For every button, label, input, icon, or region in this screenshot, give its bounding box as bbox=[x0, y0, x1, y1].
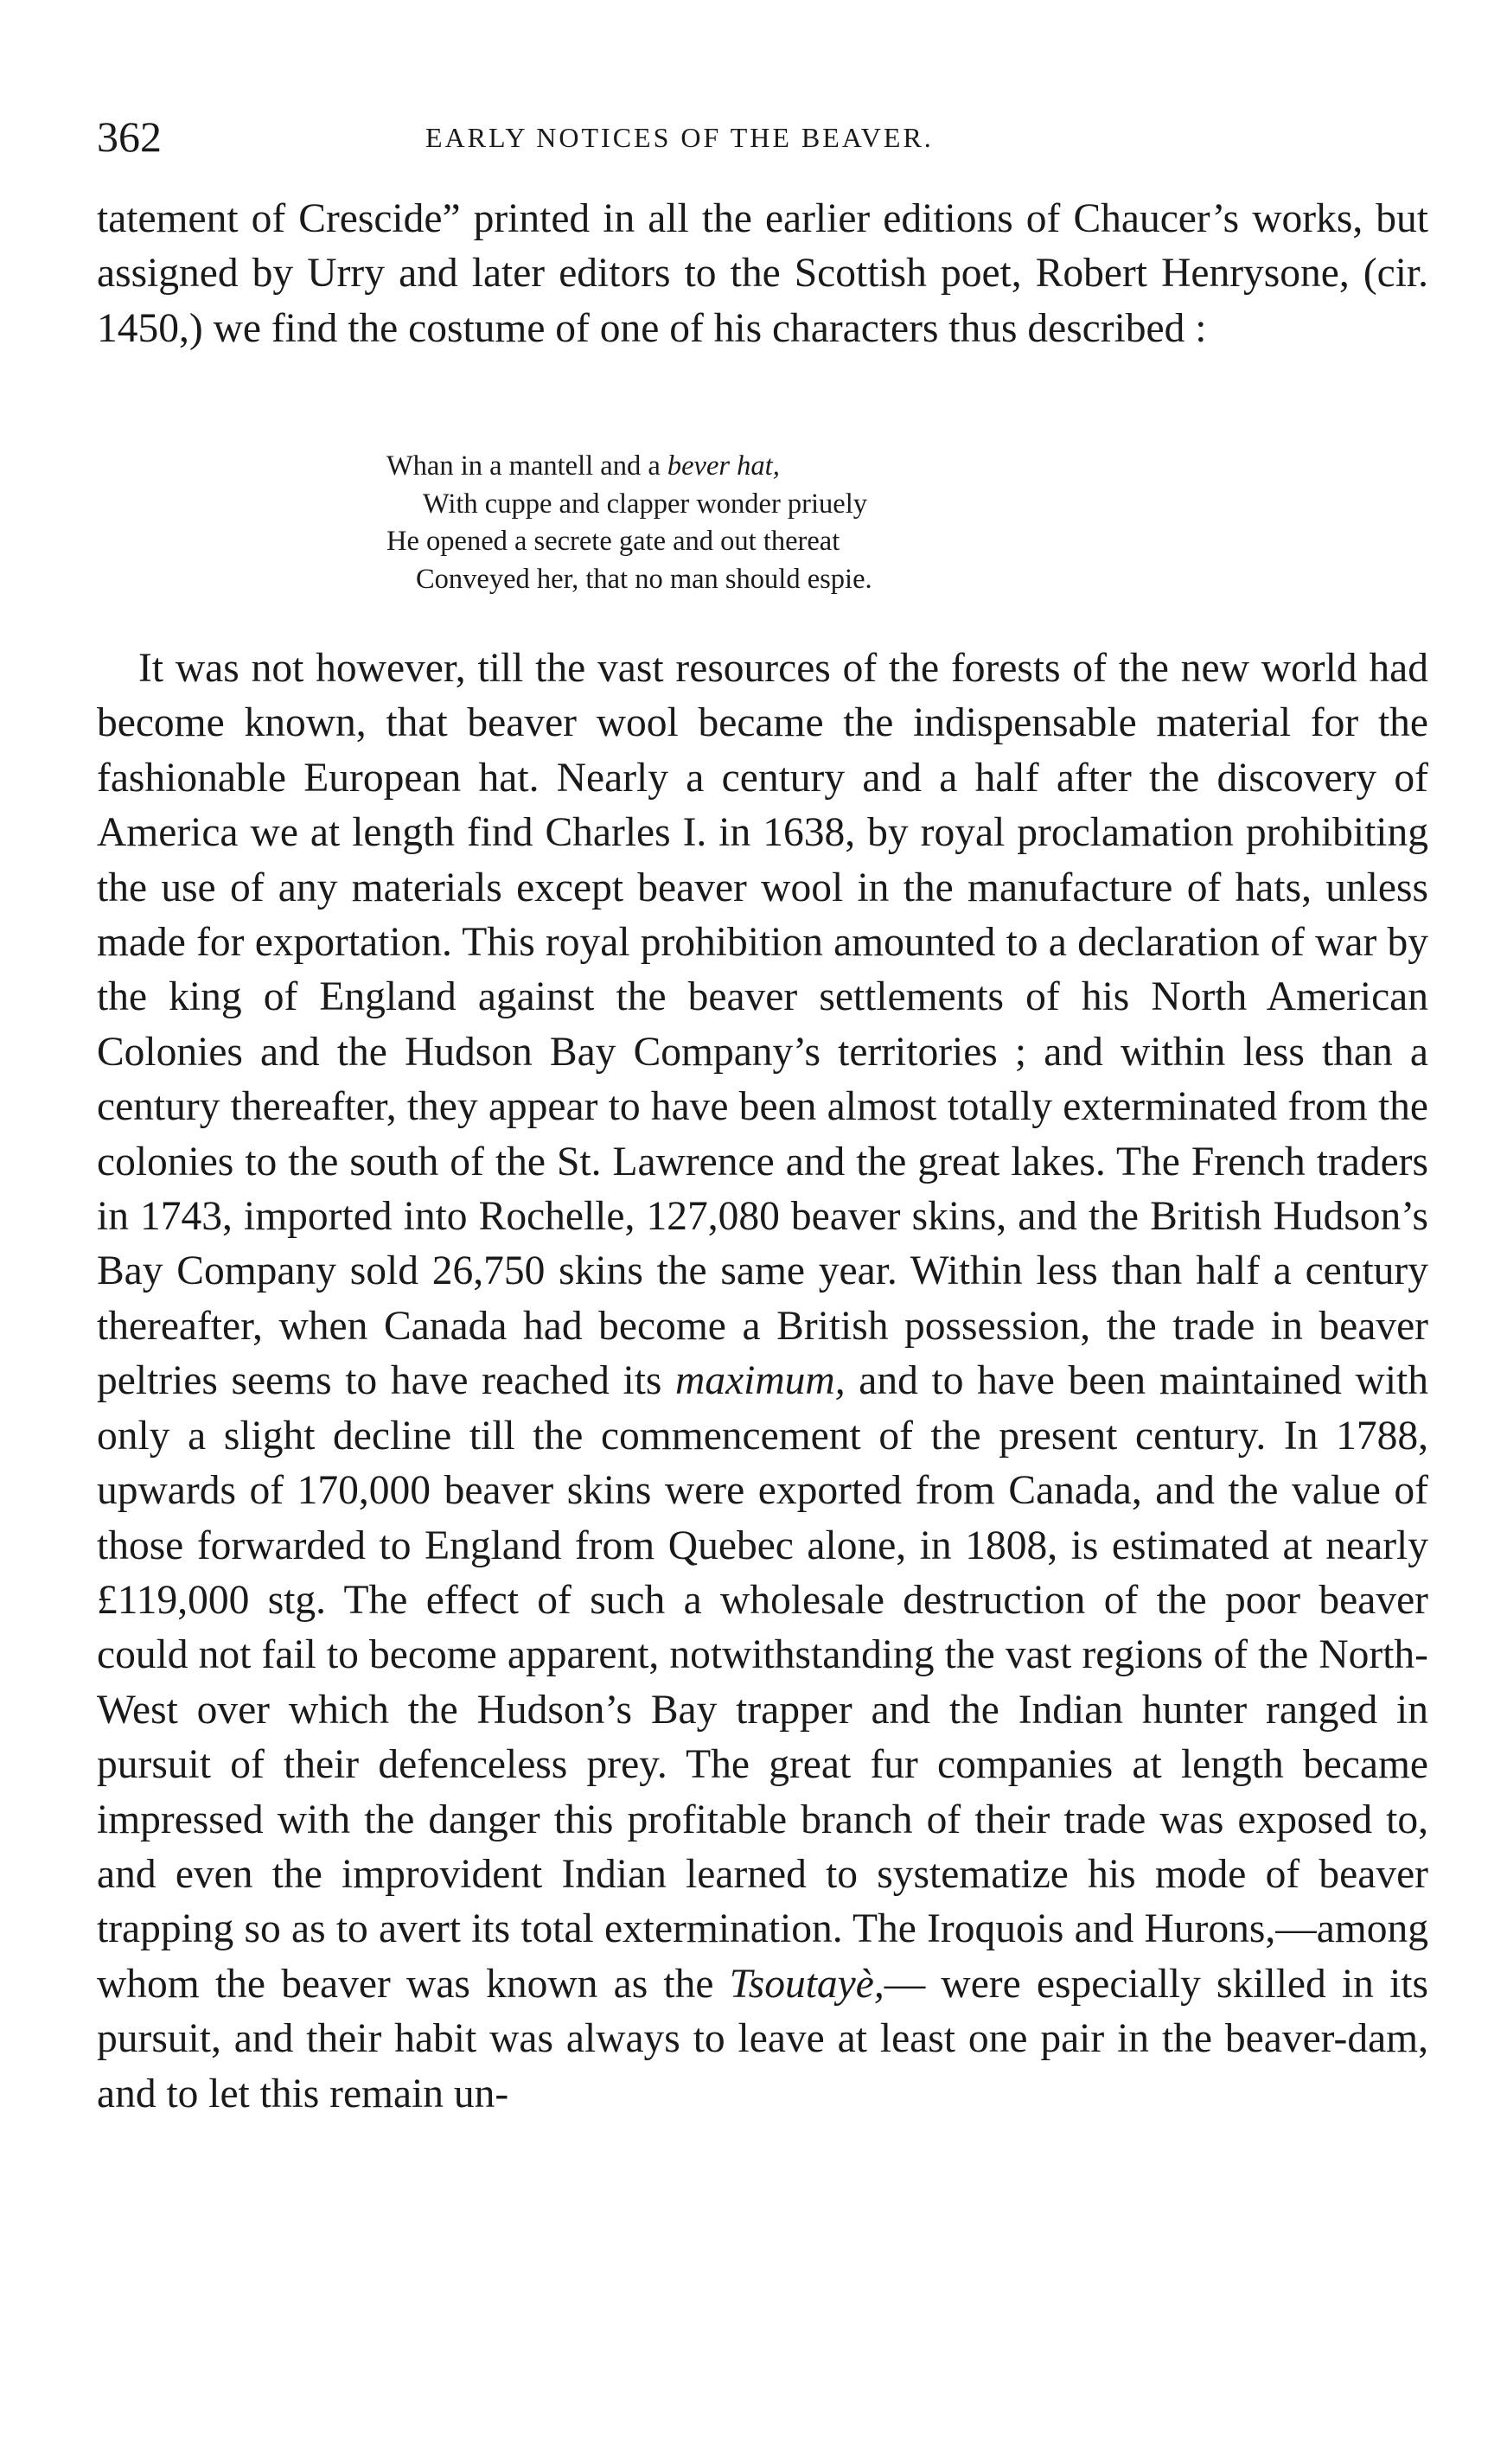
main-paragraph bbox=[97, 642, 1428, 2122]
main-paragraph-text-3: — were especially skilled in its pursuit, and their habit was always to leave at least one pair in the beaver-dam, and to let this remain un- bbox=[97, 1961, 1428, 2116]
verse-line-2: With cuppe and clapper wonder priuely bbox=[423, 488, 867, 520]
opening-paragraph: tatement of Crescide” printed in all the earlier editions of Chaucer’s works, but assigned by Urry and later editors to the Scottish poet, Robert Henrysone, (cir. 1450,) we find the costume of one of his characters thus described : bbox=[97, 196, 1428, 351]
main-paragraph-italic-tsoutaye: Tsoutayè, bbox=[729, 1961, 884, 2007]
verse-line-1-text: Whan in a mantell and a bbox=[386, 450, 667, 482]
verse-quotation bbox=[386, 448, 872, 598]
running-title: EARLY NOTICES OF THE BEAVER. bbox=[425, 122, 934, 153]
verse-line-4: Conveyed her, that no man should espie. bbox=[416, 563, 872, 595]
main-paragraph-text-2: and to have been maintained with only a slight decline till the commencement of the present century. In 1788, upwards of 170,000 beaver skins were exported from Canada, and the value of those forwarded to England from Quebec alone, in 1808, is estimated at nearly £119,000 stg. The effect of such a wholesale destruction of the poor beaver could not fail to become apparent, notwithstanding the vast regions of the North-West over which the Hudson’s Bay trapper and the Indian hunter ranged in pursuit of their defenceless prey. The great fur companies at length became impressed with the danger this profitable branch of their trade was exposed to, and even the improvident Indian learned to systematize his mode of beaver trapping so as to avert its total extermination. The Iroquois and Hurons,—among whom the beaver was known as the bbox=[97, 1358, 1428, 2007]
running-head bbox=[97, 111, 1420, 163]
main-paragraph-text-1: It was not however, till the vast resources of the forests of the new world had become known, that beaver wool became the indispensable material for the fashionable European hat. Nearly a century and a half after the discovery of America we at length find Charles I. in 1638, by royal proclamation prohibiting the use of any materials except beaver wool in the manufacture of hats, unless made for exportation. This royal prohibition amounted to a declaration of war by the king of England against the beaver settlements of his North American Colonies and the Hudson Bay Company’s territories ; and within less than a century thereafter, they appear to have been almost totally exterminated from the colonies to the south of the St. Lawrence and the great lakes. The French traders in 1743, imported into Rochelle, 127,080 beaver skins, and the British Hudson’s Bay Company sold 26,750 skins the same year. Within less than half a century thereafter, when Canada had become a British possession, the trade in beaver peltries seems to have reached its bbox=[97, 646, 1428, 1404]
verse-line-1 bbox=[386, 448, 872, 486]
page-number: 362 bbox=[97, 112, 162, 161]
main-paragraph-italic-maximum: maximum, bbox=[675, 1358, 846, 1404]
verse-line-3: He opened a secrete gate and out thereat bbox=[386, 526, 840, 557]
verse-line-1-italic: bever hat, bbox=[667, 450, 780, 482]
